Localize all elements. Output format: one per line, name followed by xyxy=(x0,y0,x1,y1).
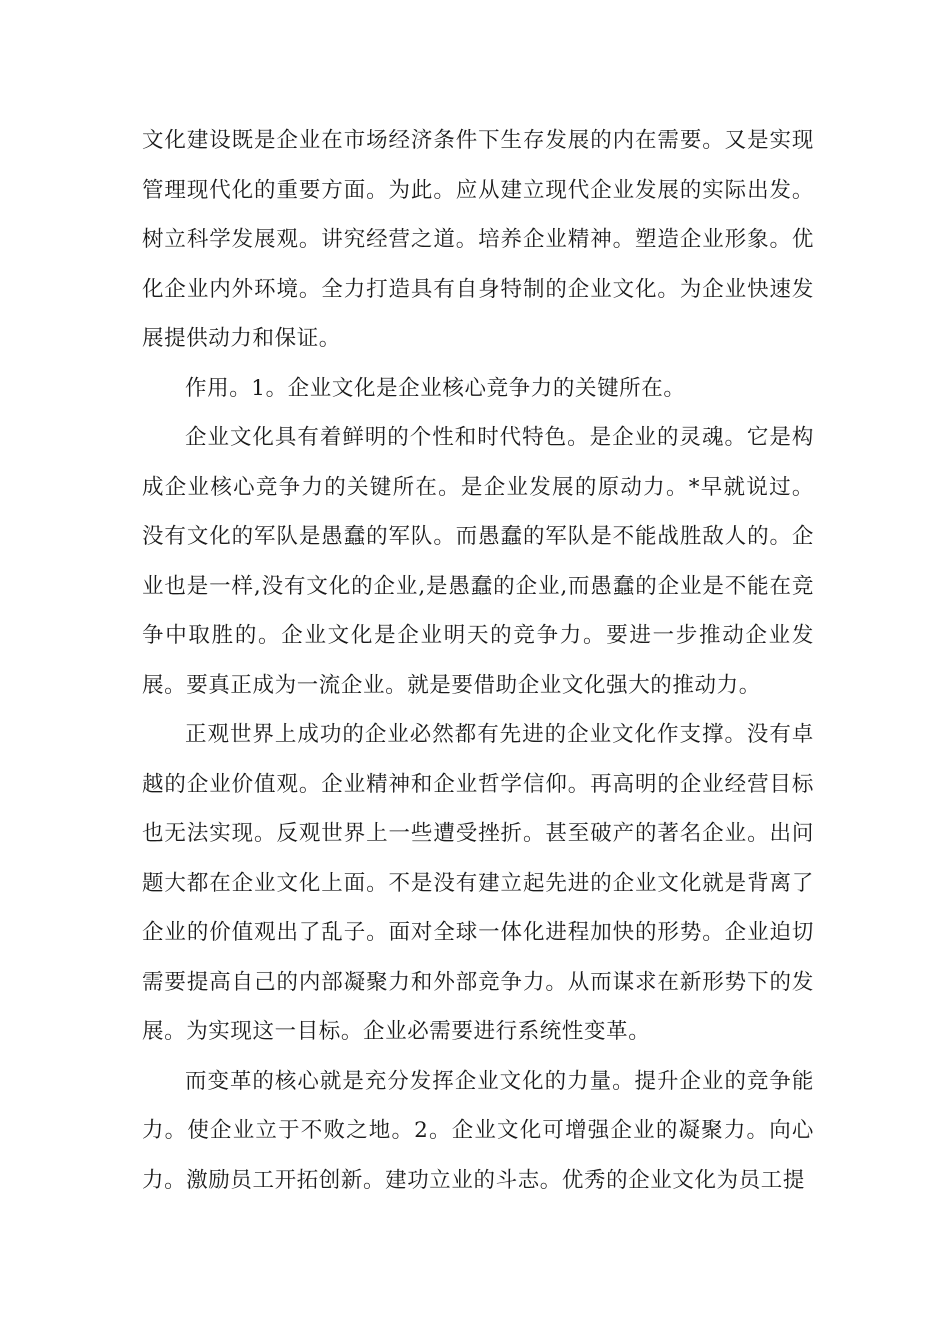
paragraph-successful-enterprises: 正观世界上成功的企业必然都有先进的企业文化作支撑。没有卓越的企业价值观。企业精神和企业哲学信仰。再高明的企业经营目标也无法实现。反观世界上一些遭受挫折。甚至破产的著名企业。出问题大都在企业文化上面。不是没有建立起先进的企业文化就是背离了企业的价值观出了乱子。面对全球一体化进程加快的形势。企业迫切需要提高自己的内部凝聚力和外部竞争力。从而谋求在新形势下的发展。为实现这一目标。企业必需要进行系统性变革。 xyxy=(142,722,814,1044)
paragraph-role-heading: 作用。1。企业文化是企业核心竞争力的关键所在。 xyxy=(185,375,686,401)
paragraph-continuation: 文化建设既是企业在市场经济条件下生存发展的内在需要。又是实现管理现代化的重要方面。为此。应从建立现代企业发展的实际出发。树立科学发展观。讲究经营之道。培养企业精神。塑造企业形象。优化企业内外环境。全力打造具有自身特制的企业文化。为企业快速发展提供动力和保证。 xyxy=(142,128,814,351)
document-body xyxy=(142,116,814,1205)
paragraph-core-competitiveness: 企业文化具有着鲜明的个性和时代特色。是企业的灵魂。它是构成企业核心竞争力的关键所在。是企业发展的原动力。*早就说过。没有文化的军队是愚蠢的军队。而愚蠢的军队是不能战胜敌人的。企业也是一样,没有文化的企业,是愚蠢的企业,而愚蠢的企业是不能在竞争中取胜的。企业文化是企业明天的竞争力。要进一步推动企业发展。要真正成为一流企业。就是要借助企业文化强大的推动力。 xyxy=(142,425,814,698)
paragraph-cohesion: 而变革的核心就是充分发挥企业文化的力量。提升企业的竞争能力。使企业立于不败之地。2。企业文化可增强企业的凝聚力。向心力。激励员工开拓创新。建功立业的斗志。优秀的企业文化为员工提 xyxy=(142,1068,814,1193)
